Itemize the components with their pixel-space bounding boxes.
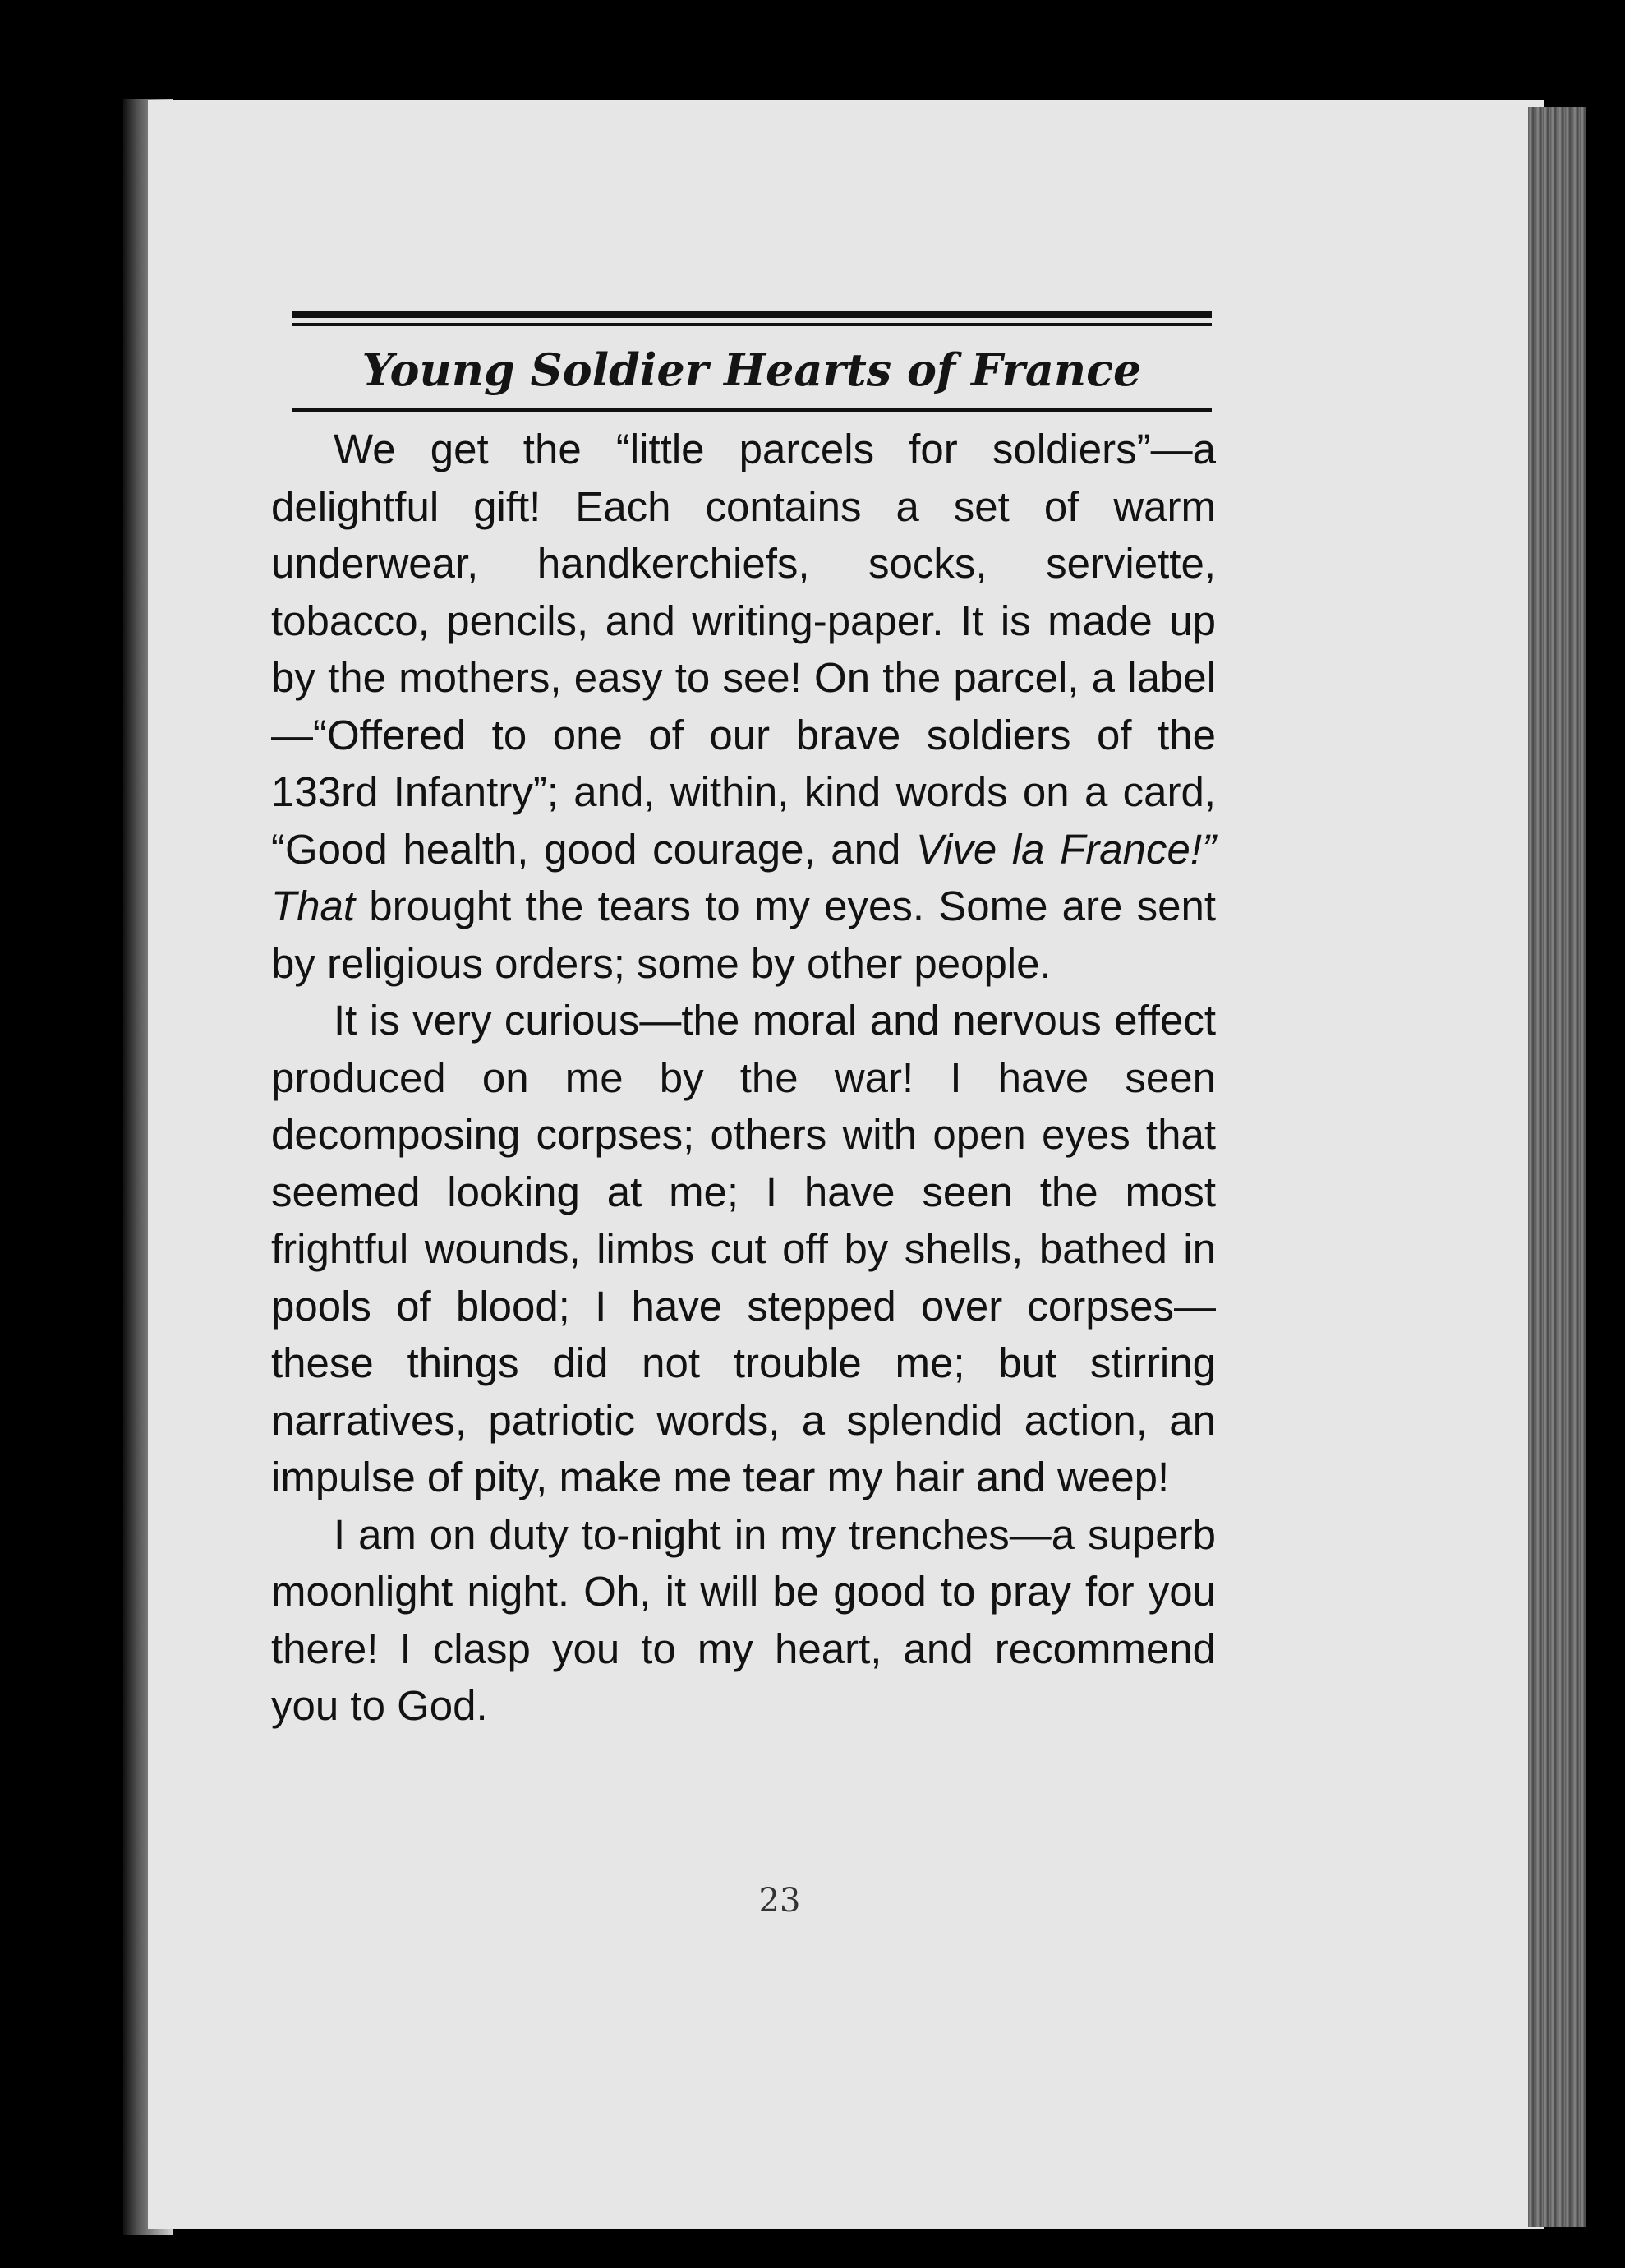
header-rule-thick (292, 311, 1212, 318)
header-double-rule (292, 311, 1212, 326)
body-text (271, 421, 1216, 1735)
page-number-container (0, 1882, 1625, 1920)
italic-text: That (271, 883, 356, 929)
paragraph-3 (271, 1506, 1216, 1735)
paragraph-text: brought the tears to my eyes. Some are sent by religious orders; some by other people. (271, 883, 1216, 987)
paragraph-text: It is very curious—the moral and nervous effect produced on me by the war! I have seen decomposing corpses; others with open eyes that seemed looking at me; I have seen the most frightful wounds, limbs cut off by shells, bathed in pools of blood; I have stepped over corpses—these things did not trouble me; but stirring narratives, patriotic words, a splendid action, an impulse of pity, make me tear my hair and weep! (271, 997, 1216, 1500)
running-head: Young Soldier Hearts of France (361, 343, 1142, 396)
paragraph-text: We get the “little parcels for soldiers”—a delightful gift! Each contains a set of warm underwear, handkerchiefs, socks, serviette, tobacco, pencils, and writing-paper. It is made up by the mothers, easy to see! On the parcel, a label—“Offered to one of our brave soldiers of the 133rd Infantry”; and, within, kind words on a card, “Good health, good courage, and (271, 426, 1216, 873)
paragraph-1 (271, 421, 1216, 992)
page-number: 23 (758, 1882, 801, 1920)
paragraph-2 (271, 992, 1216, 1506)
running-head-underline (292, 408, 1212, 412)
paragraph-text: I am on duty to-night in my trenches—a superb moonlight night. Oh, it will be good to pray for you there! I clasp you to my heart, and recommend you to God. (271, 1510, 1216, 1729)
italic-text: Vive la France!” (915, 825, 1216, 873)
header-rule-thin (292, 323, 1212, 326)
